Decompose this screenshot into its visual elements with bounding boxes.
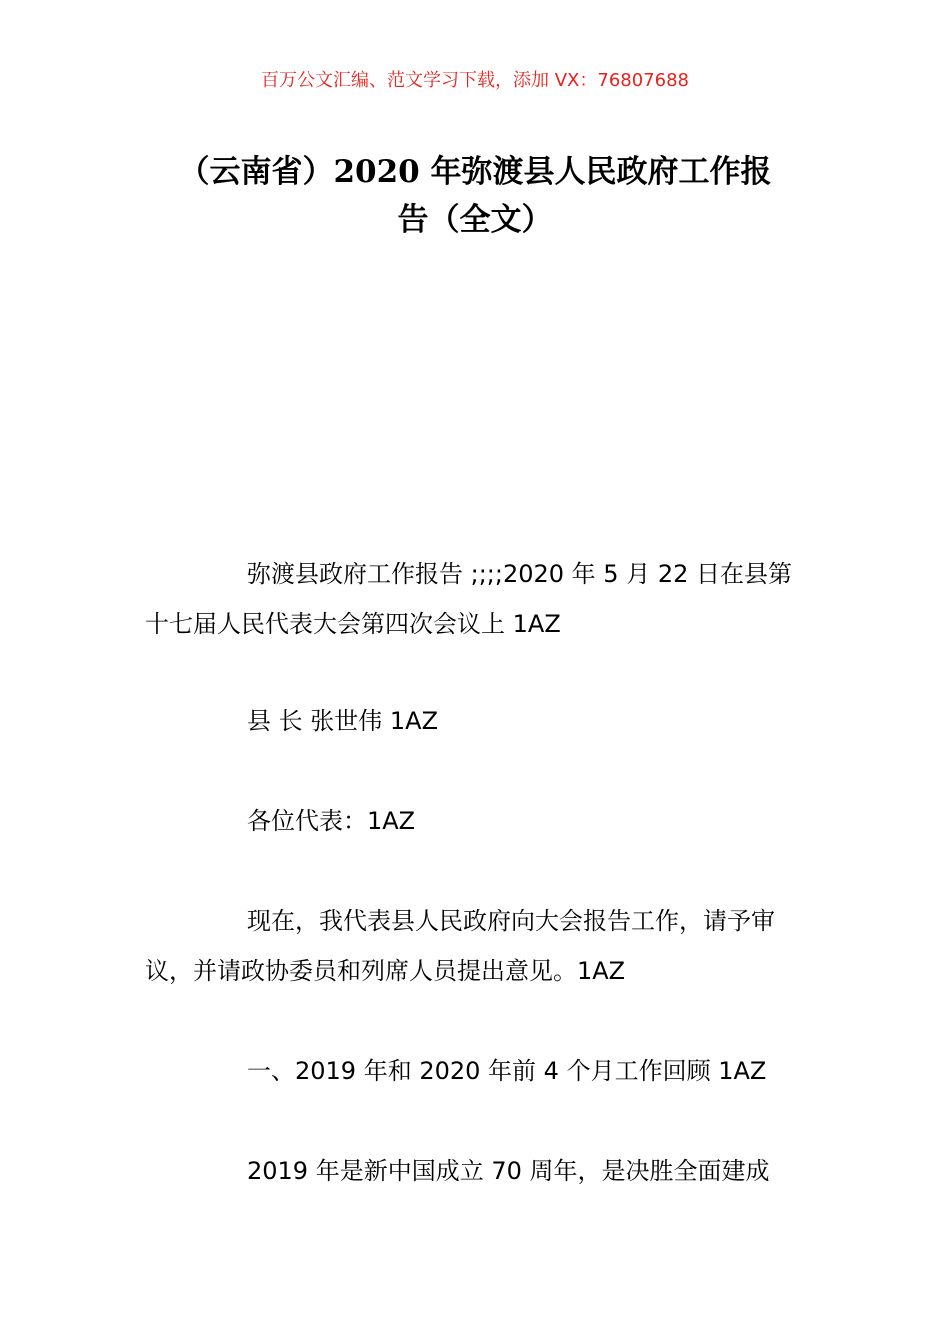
promo-header-note: 百万公文汇编、范文学习下载，添加 VX：76807688 bbox=[261, 70, 689, 91]
paragraph-text: 一、2019 年和 2020 年前 4 个月工作回顾 1AZ bbox=[247, 1057, 767, 1085]
title-line-2: 告（全文） bbox=[397, 202, 553, 238]
paragraph-review-start bbox=[145, 1146, 810, 1196]
paragraph-speaker bbox=[145, 696, 810, 746]
paragraph-text: 各位代表：1AZ bbox=[247, 807, 416, 835]
section-heading-review bbox=[145, 1046, 810, 1096]
paragraph-opening bbox=[145, 896, 810, 996]
paragraph-report-intro bbox=[145, 549, 810, 649]
title-line-1: （云南省）2020 年弥渡县人民政府工作报 bbox=[178, 154, 772, 190]
document-title bbox=[140, 148, 810, 244]
paragraph-text: 现在，我代表县人民政府向大会报告工作，请予审议，并请政协委员和列席人员提出意见。1AZ bbox=[145, 907, 775, 985]
paragraph-text: 2019 年是新中国成立 70 周年，是决胜全面建成 bbox=[247, 1157, 770, 1185]
paragraph-salutation bbox=[145, 796, 810, 846]
paragraph-text: 弥渡县政府工作报告 ;;;;2020 年 5 月 22 日在县第十七届人民代表大会第四次会议上 1AZ bbox=[145, 560, 793, 638]
paragraph-text: 县 长 张世伟 1AZ bbox=[247, 707, 439, 735]
